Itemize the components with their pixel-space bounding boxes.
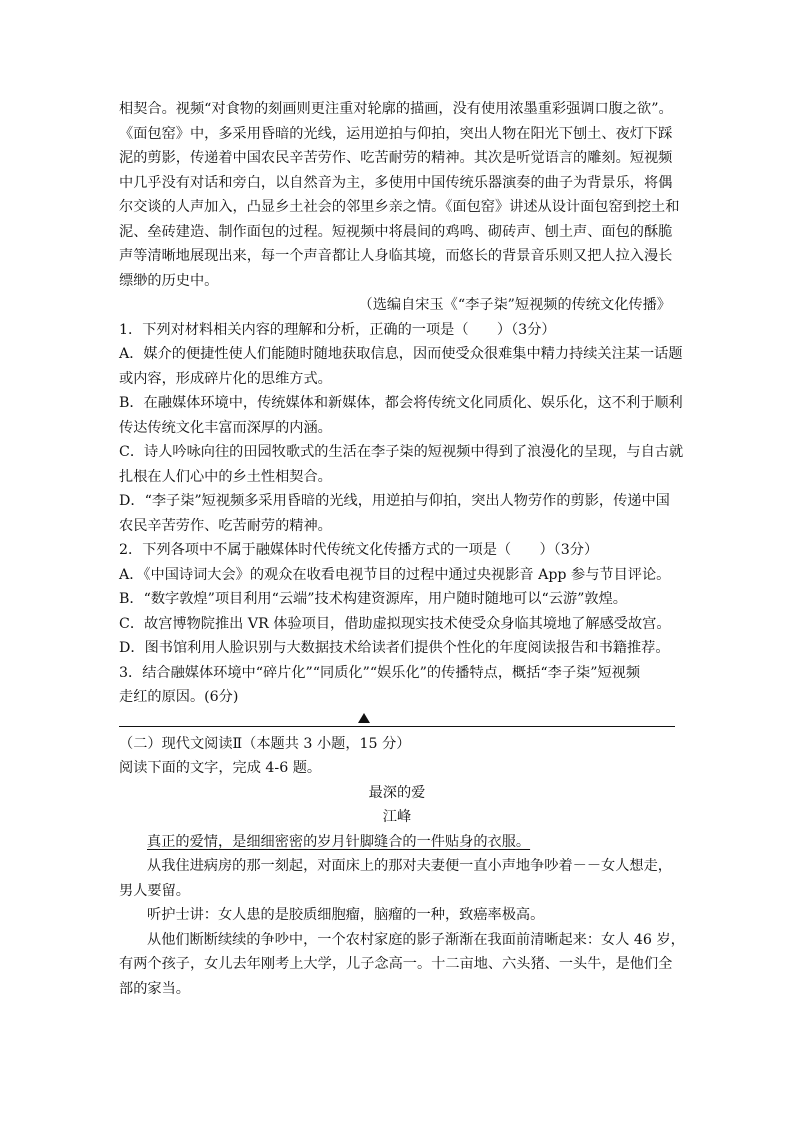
passage-line: 相契合。视频“对食物的刻画则更注重对轮廓的描画，没有使用浓墨重彩强调口腹之欲”。 [119, 101, 673, 117]
passage-line: 《面包窑》中，多采用昏暗的光线，运用逆拍与仰拍，突出人物在阳光下刨土、夜灯下踩 [119, 125, 673, 142]
article-line: 听护士讲：女人患的是胶质细胞瘤，脑瘤的一种，致癌率极高。 [147, 907, 545, 923]
passage-line: 缥缈的历史中。 [119, 272, 219, 289]
passage-line: 尔交谈的人声加入，凸显乡土社会的邻里乡亲之情。《面包窑》讲述从设计面包窑到挖土和 [119, 199, 680, 215]
question-3-stem-cont: 走红的原因。(6分) [119, 689, 239, 705]
epigraph-text: 真正的爱情，是细细密密的岁月针脚缝合的一件贴身的衣服。 [147, 833, 531, 850]
page-content [119, 97, 685, 1001]
article-line: 有两个孩子，女儿去年刚考上大学，儿子念高一。十二亩地、六头猪、一头牛，是他们全 [119, 956, 673, 972]
article-epigraph [119, 830, 675, 855]
article-title: 最深的爱 [368, 784, 426, 801]
passage-1 [119, 97, 680, 293]
source-citation: （选编自宋玉《“李子柒”短视频的传统文化传播》 [358, 297, 671, 313]
question-2-stem: 2．下列各项中不属于融媒体时代传统文化传播方式的一项是（ ）（3分） [119, 542, 599, 558]
question-1-option-b-cont: 传达传统文化丰富而深厚的内涵。 [119, 419, 332, 436]
passage-line: 泥的剪影，传递着中国农民辛苦劳作、吃苦耐劳的精神。其次是听觉语言的雕刻。短视频 [119, 150, 673, 166]
divider-rule [119, 726, 675, 727]
question-1-option-c-cont: 扎根在人们心中的乡土性相契合。 [119, 468, 332, 485]
article-line: 男人要留。 [119, 882, 190, 899]
question-2-option-c: C．故宫博物院推出 VR 体验项目，借助虚拟现实技术使受众身临其境地了解感受故宫。 [119, 615, 671, 632]
article-line: 从他们断断续续的争吵中，一个农村家庭的影子渐渐在我面前清晰起来：女人 46 岁， [147, 931, 685, 948]
question-2-option-d: D．图书馆利用人脸识别与大数据技术给读者们提供个性化的年度阅读报告和书籍推荐。 [119, 640, 670, 656]
section-divider [119, 712, 675, 738]
triangle-marker-icon [358, 713, 370, 723]
question-1-option-b: B．在融媒体环境中，传统媒体和新媒体，都会将传统文化同质化、娱乐化，这不利于顺利 [119, 395, 683, 411]
passage-line: 中几乎没有对话和旁白，以自然音为主，多使用中国传统乐器演奏的曲子为背景乐，将偶 [119, 174, 673, 191]
question-3-stem: 3．结合融媒体环境中“碎片化”“同质化”“娱乐化”的传播特点，概括“李子柒”短视频 [119, 664, 641, 681]
passage-line: 泥、垒砖建造、制作面包的过程。短视频中将晨间的鸡鸣、砌砖声、刨土声、面包的酥脆 [119, 223, 673, 240]
question-2-option-a: A．《中国诗词大会》的观众在收看电视节目的过程中通过央视影音 App 参与节目评论。 [119, 566, 671, 583]
section-2-heading: （二）现代文阅读Ⅱ（本题共 3 小题，15 分） [119, 735, 411, 752]
article-line: 从我住进病房的那一刻起，对面床上的那对夫妻便一直小声地争吵着－－女人想走， [147, 858, 672, 874]
section-2-instruction: 阅读下面的文字，完成 4-6 题。 [119, 760, 322, 776]
passage-line: 声等清晰地展现出来，每一个声音都让人身临其境，而悠长的背景音乐则又把人拉入漫长 [119, 248, 673, 264]
question-1-option-a-cont: 或内容，形成碎片化的思维方式。 [119, 370, 332, 387]
article-author: 江峰 [382, 809, 412, 825]
question-1-option-d: D．“李子柒”短视频多采用昏暗的光线，用逆拍与仰拍，突出人物劳作的剪影，传递中国 [119, 493, 670, 509]
question-1-stem: 1．下列对材料相关内容的理解和分析，正确的一项是（ ）（3分） [119, 321, 556, 338]
question-1-option-c: C．诗人吟咏向往的田园牧歌式的生活在李子柒的短视频中得到了浪漫化的呈现，与自古就 [119, 444, 684, 460]
question-list [119, 318, 684, 710]
section-2 [119, 732, 685, 1002]
question-1-option-d-cont: 农民辛苦劳作、吃苦耐劳的精神。 [119, 517, 332, 534]
article-line: 部的家当。 [119, 980, 190, 997]
question-1-option-a: A．媒介的便捷性使人们能随时随地获取信息，因而使受众很难集中精力持续关注某一话题 [119, 346, 683, 362]
question-2-option-b: B．“数字敦煌”项目利用“云端”技术构建资源库，用户随时随地可以“云游”敦煌。 [119, 591, 627, 607]
